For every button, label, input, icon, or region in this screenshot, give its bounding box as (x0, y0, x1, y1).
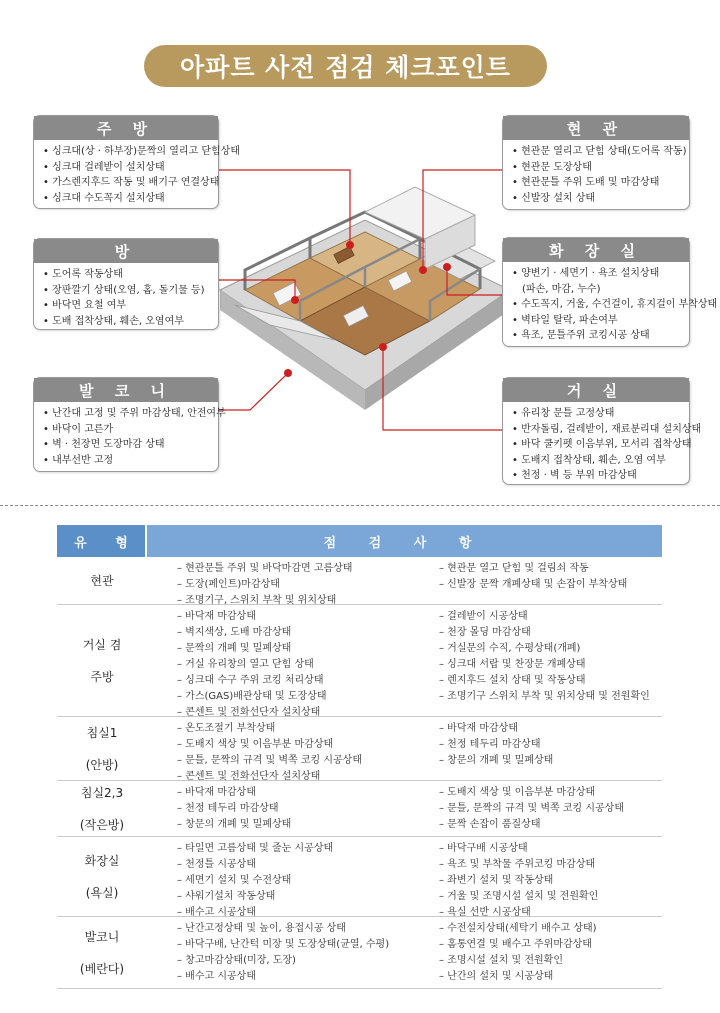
row-items-left (177, 921, 439, 984)
check-item: – 배수고 시공상태 (177, 971, 256, 982)
list-item: • 벽 · 천장면 도장마감 상태 (43, 437, 212, 453)
table-row (57, 781, 662, 837)
table-row (57, 717, 662, 781)
row-items-left (177, 721, 439, 782)
row-items (147, 557, 662, 604)
check-item: – 신발장 문짝 개폐상태 및 손잡이 부착상태 (439, 579, 628, 590)
page-title: 아파트 사전 점검 체크포인트 (144, 45, 547, 87)
row-items-left (177, 785, 439, 832)
list-item: • 도배 접착상태, 훼손, 오염여부 (43, 314, 212, 330)
list-item: • 싱크대 수도꼭지 설치상태 (43, 191, 212, 207)
row-type (57, 717, 147, 780)
check-item: – 현관문 열고 닫힘 및 걸림쇠 작동 (439, 563, 589, 574)
row-type (57, 781, 147, 836)
callout-entrance (502, 115, 690, 210)
check-item: – 문짝의 개폐 및 밀폐상태 (177, 643, 292, 654)
check-item: – 욕조 및 부착물 주위코킹 마감상태 (439, 859, 596, 870)
check-item: – 거실문의 수직, 수평상태(개폐) (439, 643, 581, 654)
row-type-line: 주방 (90, 669, 114, 684)
table-row (57, 837, 662, 917)
row-type-line: 거실 겸 (82, 637, 122, 652)
list-item: • 천정 · 벽 등 부위 마감상태 (512, 468, 683, 484)
callout-entrance-list (503, 140, 689, 210)
callout-living-room (502, 377, 702, 485)
callout-bathroom-list (503, 262, 718, 348)
callout-kitchen-title: 주 방 (34, 116, 218, 140)
check-item: – 조명시설 설치 및 전원확인 (439, 955, 563, 966)
check-item: – 천정틀 시공상태 (177, 859, 256, 870)
check-item: – 거울 및 조명시설 설치 및 전원확인 (439, 891, 599, 902)
check-item: – 가스(GAS)배관상태 및 도장상태 (177, 691, 327, 702)
list-item: • 바닥면 요철 여부 (43, 298, 212, 314)
header-items: 점 검 사 항 (147, 525, 662, 557)
check-item: – 도배지 색상 및 이음부분 마감상태 (177, 739, 334, 750)
check-item: – 벽지색상, 도배 마감상태 (177, 627, 292, 638)
check-item: – 거실 유리창의 열고 닫힘 상태 (177, 659, 314, 670)
check-item: – 창문의 개폐 및 밀폐상태 (439, 755, 554, 766)
check-item: – 좌변기 설치 및 작동상태 (439, 875, 554, 886)
check-item: – 콘센트 및 전화선단자 설치상태 (177, 707, 321, 718)
row-type-line: 현관 (90, 573, 114, 588)
check-item: – 창문의 개폐 및 밀폐상태 (177, 819, 292, 830)
callout-living-room-title: 거 실 (503, 378, 689, 402)
row-items-right (439, 921, 662, 984)
callout-kitchen (33, 115, 240, 209)
check-item: – 천정 테두리 마감상태 (177, 803, 279, 814)
row-items-right (439, 841, 662, 918)
list-item: • 현관문 도장상태 (512, 160, 683, 176)
row-items-left (177, 841, 439, 918)
check-item: – 난간고정상태 및 높이, 용접시공 상태 (177, 923, 346, 934)
check-item: – 바닥구배, 난간턱 미장 및 도장상태(균열, 수평) (177, 939, 390, 950)
check-item: – 세면기 설치 및 수전상태 (177, 875, 292, 886)
list-item: • 도배지 접착상태, 훼손, 오염 여부 (512, 453, 683, 469)
list-item: • 싱크대 걸레받이 설치상태 (43, 160, 212, 176)
row-items-left (177, 561, 439, 606)
callout-room-title: 방 (34, 239, 218, 263)
row-type-line: 발코니 (84, 929, 120, 944)
header-type: 유 형 (57, 525, 145, 557)
check-item: – 천장 몰딩 마감상태 (439, 627, 531, 638)
row-type-line: (베란다) (79, 961, 125, 976)
check-item: – 싱크대 수구 주위 코킹 처리상태 (177, 675, 324, 686)
row-items-right (439, 785, 662, 832)
list-item: • 바닥 쿨키펫 이음부위, 모서리 접착상태 (512, 437, 683, 453)
callout-entrance-title: 현 관 (503, 116, 689, 140)
row-type (57, 605, 147, 716)
callout-room (33, 238, 219, 330)
check-item: – 도배지 색상 및 이음부분 마감상태 (439, 787, 596, 798)
check-item: – 바닥구배 시공상태 (439, 843, 528, 854)
row-type (57, 917, 147, 988)
check-item: – 문짝 손잡이 품질상태 (439, 819, 541, 830)
list-item: • 현관문 열리고 닫힘 상태(도어록 작동) (512, 144, 683, 160)
row-items-right (439, 609, 662, 712)
callout-kitchen-list (34, 140, 240, 210)
list-item: • 싱크대(상 · 하부장)문짝의 열리고 닫힘상태 (43, 144, 212, 160)
table-row (57, 917, 662, 989)
check-item: – 온도조절기 부착상태 (177, 723, 276, 734)
list-item: • 바닥이 고른가 (43, 422, 212, 438)
list-item: • 유리창 문틀 고정상태 (512, 406, 683, 422)
callout-balcony-title: 발 코 니 (34, 378, 218, 402)
callout-living-room-list (503, 402, 702, 488)
check-item: – 도장(페인트)마감상태 (177, 579, 280, 590)
row-type (57, 837, 147, 916)
check-item: – 현관문틀 주위 및 바닥마감면 고름상태 (177, 563, 353, 574)
list-item: • 내부선반 고정 (43, 453, 212, 469)
row-items (147, 837, 662, 916)
row-type-line: 침실1 (86, 725, 118, 740)
check-item: – 렌지후드 설치 상태 및 작동상태 (439, 675, 586, 686)
row-type-line: (안방) (85, 757, 119, 772)
check-item: – 수전설치상태(세탁기 배수고 상태) (439, 923, 597, 934)
check-item: – 조명기구, 스위치 부착 및 위치상태 (177, 595, 337, 606)
callout-bathroom-title: 화 장 실 (503, 238, 689, 262)
check-item: – 바닥재 마감상태 (177, 611, 256, 622)
list-item: • 난간대 고정 및 주위 마감상태, 안전여부 (43, 406, 212, 422)
list-item: • 현관문틀 주위 도배 및 마감상태 (512, 175, 683, 191)
list-item: • 가스렌지후드 작동 및 배기구 연결상태 (43, 175, 212, 191)
checklist-table (57, 525, 662, 989)
check-item: – 조명기구 스위치 부착 및 위치상태 및 전원확인 (439, 691, 650, 702)
callout-bathroom (502, 237, 718, 347)
row-items-left (177, 609, 439, 718)
row-type-line: (작은방) (79, 817, 125, 832)
list-item: • 욕조, 문틀주위 코킹시공 상태 (512, 328, 683, 344)
row-type-line: 화장실 (84, 853, 120, 868)
callout-balcony (33, 377, 226, 472)
check-item: – 문틀, 문짝의 규격 및 벽쪽 코킹 시공상태 (439, 803, 624, 814)
row-items-right (439, 721, 662, 776)
callout-balcony-list (34, 402, 226, 472)
table-body (57, 557, 662, 989)
row-items-right (439, 561, 662, 600)
list-item: • 장판깔기 상태(오염, 홈, 돌기물 등) (43, 283, 212, 299)
check-item: – 콘센트 및 전화선단자 설치상태 (177, 771, 321, 782)
list-item: • 양변기 · 세면기 · 욕조 설치상태 (512, 266, 683, 282)
callout-room-list (34, 263, 218, 333)
list-item: • 반자돌림, 걸레받이, 재료분리대 설치상태 (512, 422, 683, 438)
table-row (57, 605, 662, 717)
section-divider (0, 505, 720, 506)
list-item: • 수도꼭지, 거울, 수건걸이, 휴지걸이 부착상태 (512, 297, 683, 313)
row-type-line: (욕실) (85, 885, 119, 900)
check-item: – 샤워기설치 작동상태 (177, 891, 276, 902)
list-item: • 도어록 작동상태 (43, 267, 212, 283)
table-header (57, 525, 662, 557)
row-items (147, 717, 662, 780)
check-item: – 창고마감상태(미장, 도장) (177, 955, 296, 966)
check-item: – 바닥재 마감상태 (439, 723, 518, 734)
list-item: • 신발장 설치 상태 (512, 191, 683, 207)
check-item: – 바닥재 마감상태 (177, 787, 256, 798)
check-item: – 천정 테두리 마감상태 (439, 739, 541, 750)
check-item: – 타일면 고름상태 및 줄눈 시공상태 (177, 843, 334, 854)
row-items (147, 917, 662, 988)
check-item: – 욕실 선반 시공상태 (439, 907, 531, 918)
table-row (57, 557, 662, 605)
list-item: (파손, 마감, 누수) (522, 283, 601, 295)
row-items (147, 605, 662, 716)
check-item: – 싱크대 서랍 및 찬장문 개폐상태 (439, 659, 586, 670)
check-item: – 홈통연결 및 배수고 주위마감상태 (439, 939, 592, 950)
row-type-line: 침실2,3 (80, 785, 124, 800)
check-item: – 난간의 설치 및 시공상태 (439, 971, 554, 982)
list-item: • 벽타일 탈락, 파손여부 (512, 313, 683, 329)
check-item: – 걸레받이 시공상태 (439, 611, 528, 622)
check-item: – 배수고 시공상태 (177, 907, 256, 918)
row-type (57, 557, 147, 604)
check-item: – 문틀, 문짝의 규격 및 벽쪽 코킹 시공상태 (177, 755, 362, 766)
row-items (147, 781, 662, 836)
